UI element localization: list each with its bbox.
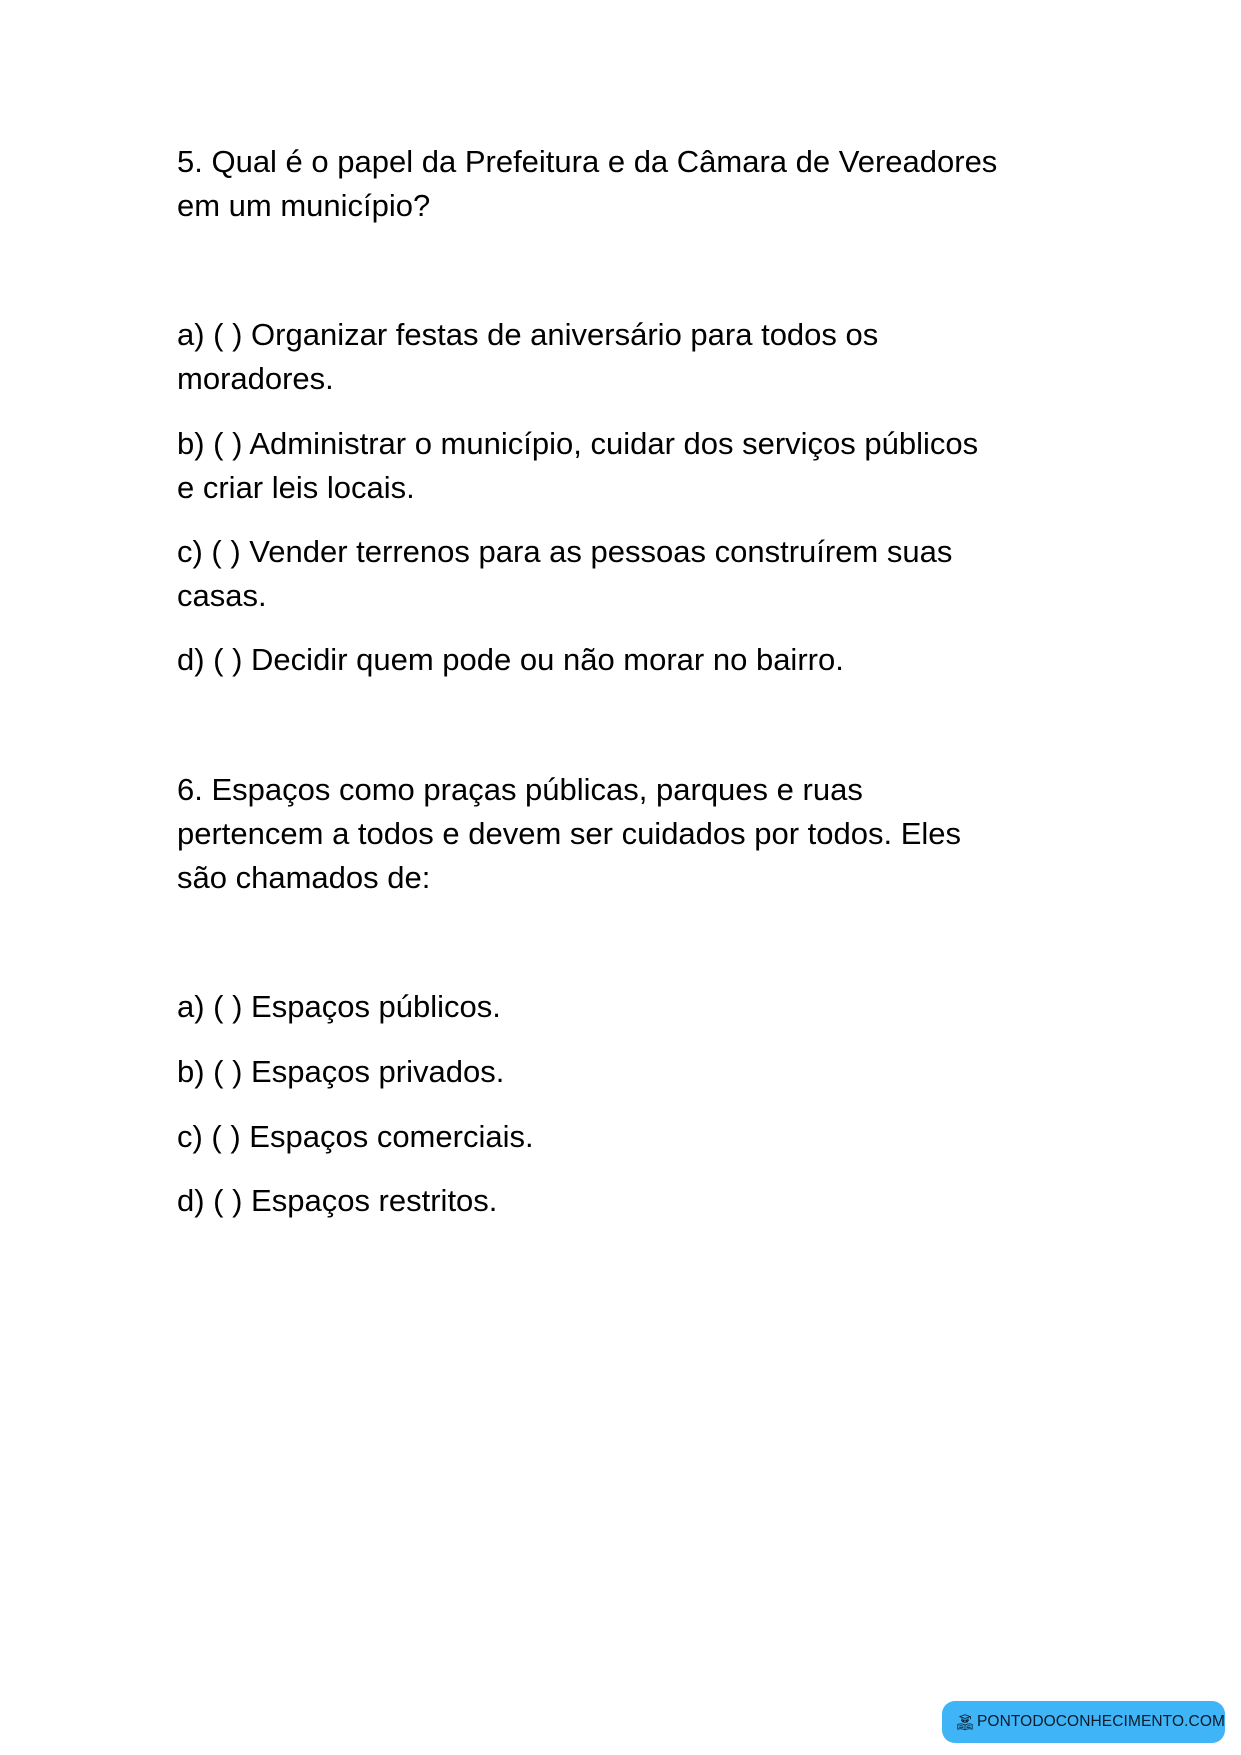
option-d-line-1: d) ( ) Espaços restritos. (177, 1183, 498, 1218)
question-6-text-line-2: pertencem a todos e devem ser cuidados por todos. Eles (177, 816, 962, 851)
option-b-line-1: b) ( ) Espaços privados. (177, 1054, 505, 1089)
option-a-line-1: a) ( ) Organizar festas de aniversário para todos os (177, 317, 879, 352)
option-c-line-1: c) ( ) Espaços comerciais. (177, 1119, 534, 1154)
question-5-text-line-2: em um município? (177, 188, 431, 223)
option-a-line-1: a) ( ) Espaços públicos. (177, 989, 501, 1024)
badge-label: PONTODOCONHECIMENTO.COM (976, 1713, 1225, 1730)
question-6-text-line-1: 6. Espaços como praças públicas, parques e ruas (177, 772, 863, 807)
option-c-line-2: casas. (177, 578, 267, 613)
option-a-line-2: moradores. (177, 361, 334, 396)
option-b-line-1: b) ( ) Administrar o município, cuidar dos serviços públicos (177, 426, 979, 461)
graduate-reading-book-icon (956, 1707, 974, 1737)
site-badge-link[interactable] (942, 1701, 1225, 1743)
option-d-line-1: d) ( ) Decidir quem pode ou não morar no bairro. (177, 642, 844, 677)
option-b-line-2: e criar leis locais. (177, 470, 415, 505)
question-5-text-line-1: 5. Qual é o papel da Prefeitura e da Câmara de Vereadores (177, 144, 998, 179)
option-c-line-1: c) ( ) Vender terrenos para as pessoas construírem suas (177, 534, 953, 569)
question-6-text-line-3: são chamados de: (177, 860, 431, 895)
